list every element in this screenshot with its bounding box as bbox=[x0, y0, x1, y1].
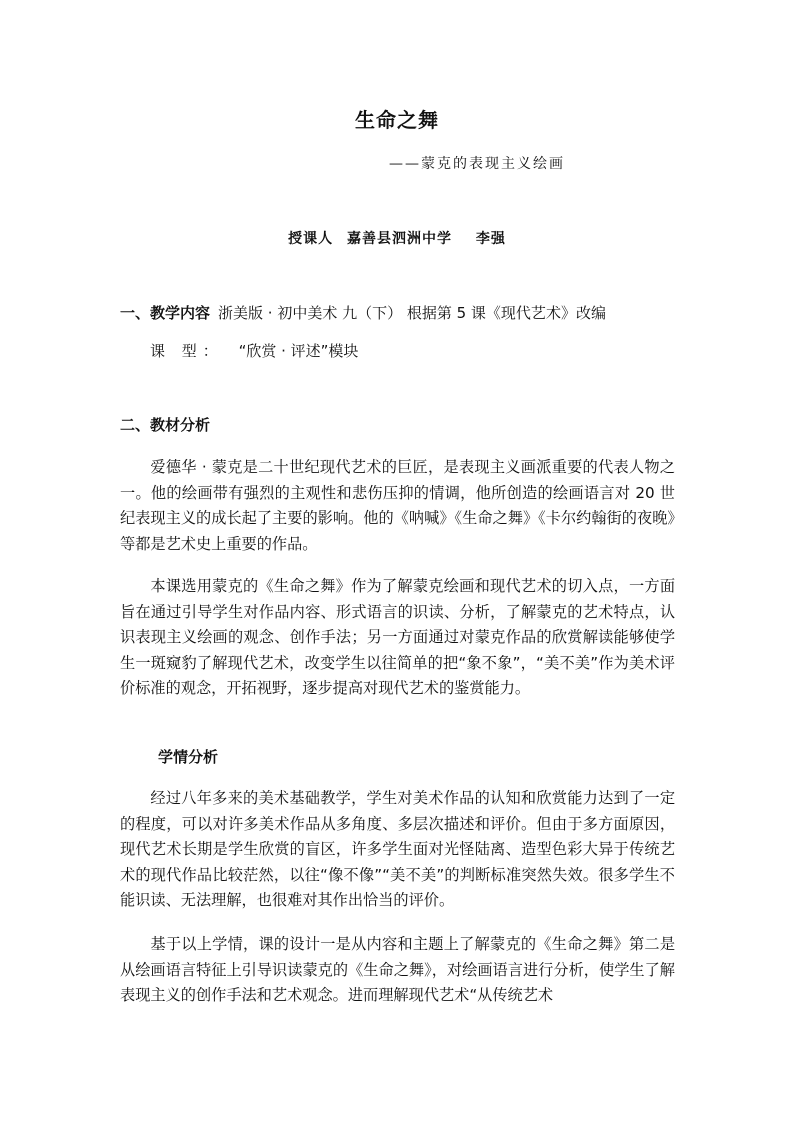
author-school: 嘉善县泗洲中学 bbox=[347, 231, 452, 247]
lesson-type-value: “欣赏 · 评述”模块 bbox=[238, 342, 359, 360]
document-title: 生命之舞 bbox=[355, 108, 439, 132]
author-label: 授课人 bbox=[288, 231, 334, 247]
section2-heading: 二、教材分析 bbox=[120, 416, 211, 434]
lesson-type-label: 课 型： bbox=[150, 342, 224, 360]
section-teaching-content bbox=[120, 302, 606, 323]
student-paragraph: 基于以上学情，课的设计一是从内容和主题上了解蒙克的《生命之舞》第二是从绘画语言特征上引导识读蒙克的《生命之舞》，对绘画语言进行分析，使学生了解表现主义的创作手法和艺术观念。进而理解现代艺术“从传统艺术 bbox=[120, 935, 675, 1004]
section1-heading: 一、教学内容 bbox=[120, 304, 211, 322]
section3-heading: 学情分析 bbox=[158, 748, 219, 766]
analysis-paragraph: 本课选用蒙克的《生命之舞》作为了解蒙克绘画和现代艺术的切入点，一方面旨在通过引导学生对作品内容、形式语言的识读、分析，了解蒙克的艺术特点，认识表现主义绘画的观念、创作手法；另一方面通过对蒙克作品的欣赏解读能够使学生一斑窥豹了解现代艺术，改变学生以往简单的把“象不象”，“美不美”作为美术评价标准的观念，开拓视野，逐步提高对现代艺术的鉴赏能力。 bbox=[120, 577, 675, 697]
analysis-paragraph: 爱德华 · 蒙克是二十世纪现代艺术的巨匠，是表现主义画派重要的代表人物之一。他的绘画带有强烈的主观性和悲伤压抑的情调，他所创造的绘画语言对 20 世纪表现主义的成长起了主要的影响。他的《呐喊》《生命之舞》《卡尔约翰街的夜晚》等都是艺术史上重要的作品。 bbox=[120, 458, 675, 553]
author-line bbox=[0, 228, 794, 248]
student-paragraph: 经过八年多来的美术基础教学，学生对美术作品的认知和欣赏能力达到了一定的程度，可以对许多美术作品从多角度、多层次描述和评价。但由于多方面原因，现代艺术长期是学生欣赏的盲区，许多学生面对光怪陆离、造型色彩大异于传统艺术的现代作品比较茫然，以往“像不像”“美不美”的判断标准突然失效。很多学生不能识读、无法理解，也很难对其作出恰当的评价。 bbox=[120, 789, 675, 909]
lesson-type-line bbox=[150, 340, 358, 361]
document-subtitle: ——蒙克的表现主义绘画 bbox=[389, 156, 565, 172]
section1-content: 浙美版 · 初中美术 九（下） 根据第 5 课《现代艺术》改编 bbox=[218, 304, 606, 322]
author-name: 李强 bbox=[475, 231, 506, 247]
